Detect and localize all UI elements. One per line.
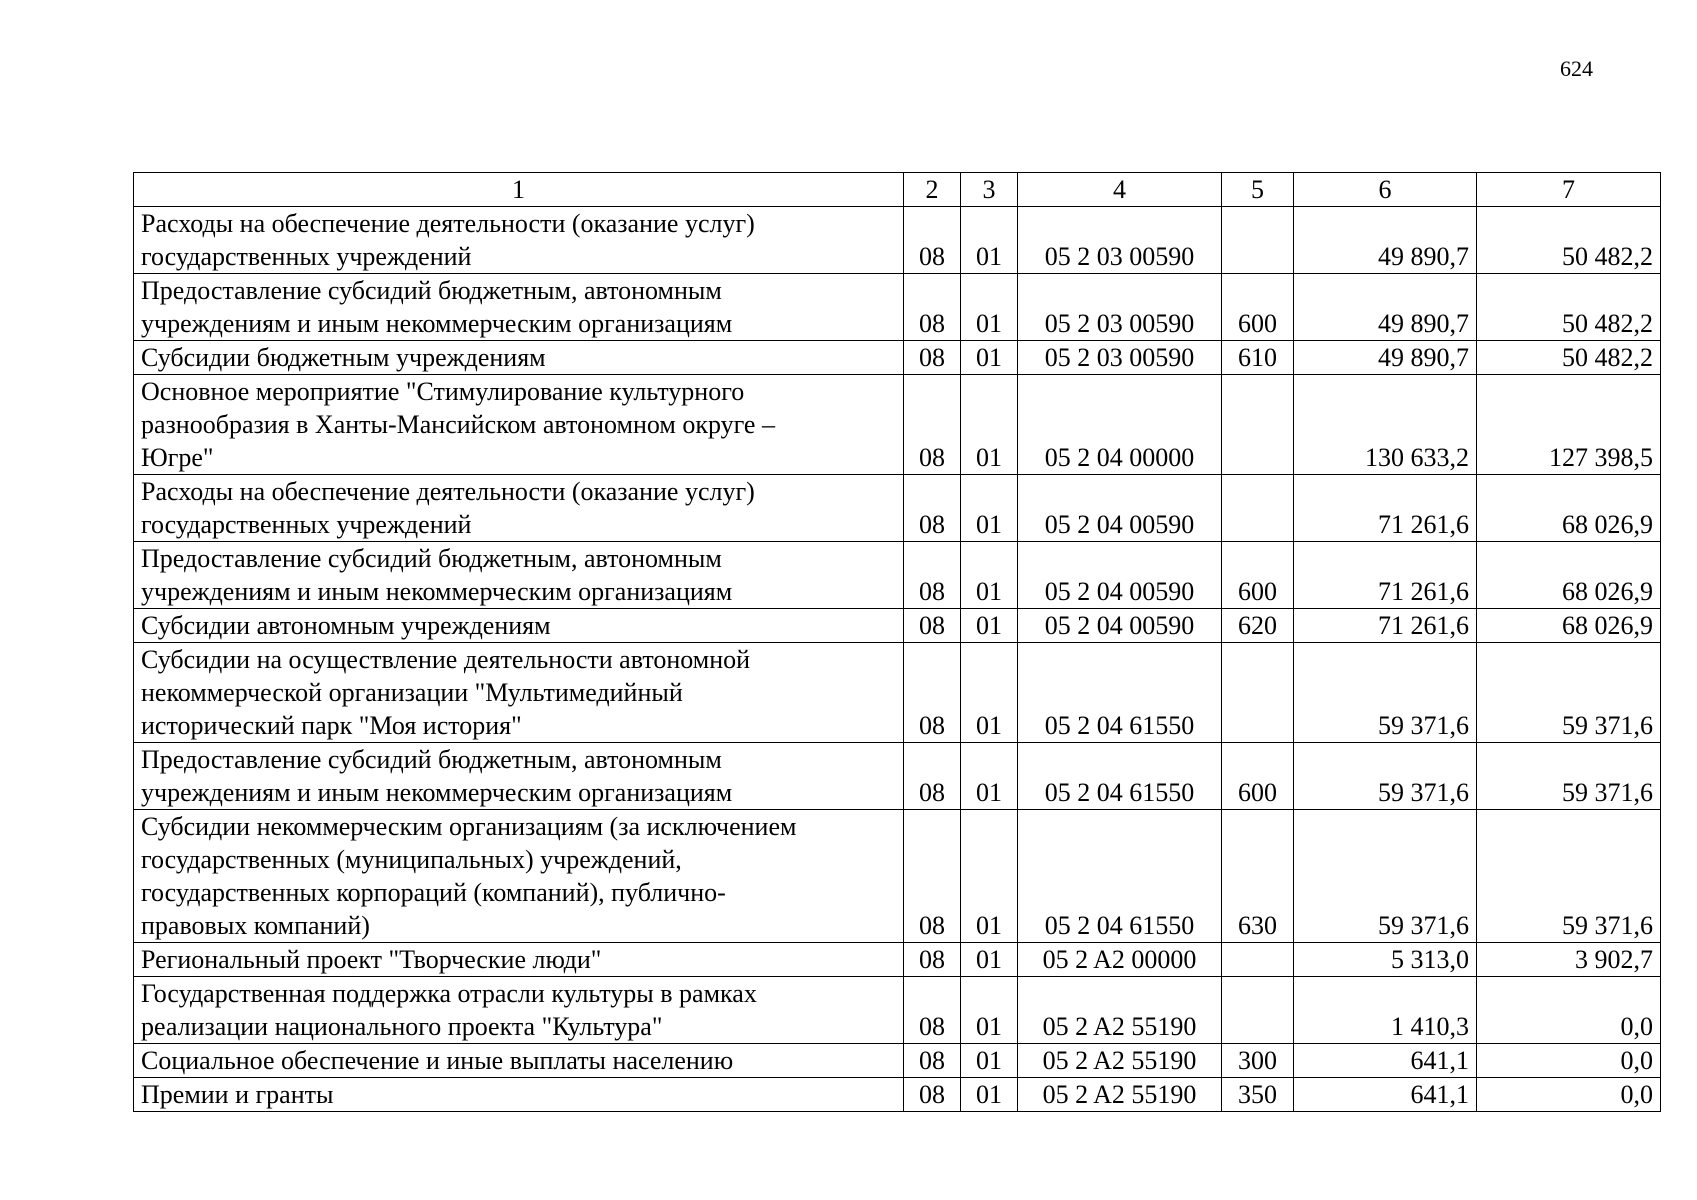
table-row xyxy=(134,609,1661,643)
section-code: 08 xyxy=(904,542,961,609)
description-line: Расходы на обеспечение деятельности (оказание услуг) xyxy=(141,209,755,238)
target-article-code: 05 2 A2 55190 xyxy=(1018,1044,1222,1078)
section-code: 08 xyxy=(904,1078,961,1112)
amount-year-1: 59 371,6 xyxy=(1294,743,1477,810)
table-row xyxy=(134,1078,1661,1112)
amount-year-2: 127 398,5 xyxy=(1477,375,1661,475)
description-line: Предоставление субсидий бюджетным, автономным xyxy=(141,745,722,774)
amount-year-1: 1 410,3 xyxy=(1294,977,1477,1044)
column-header-4: 4 xyxy=(1018,173,1222,207)
description-line: некоммерческой организации "Мультимедийный xyxy=(141,678,683,707)
column-header-5: 5 xyxy=(1222,173,1294,207)
subsection-code: 01 xyxy=(961,375,1018,475)
description-line: учреждениям и иным некоммерческим организациям xyxy=(141,309,733,338)
table-row xyxy=(134,643,1661,743)
column-header-3: 3 xyxy=(961,173,1018,207)
table-body xyxy=(134,207,1661,1112)
amount-year-2: 59 371,6 xyxy=(1477,810,1661,943)
amount-year-1: 641,1 xyxy=(1294,1044,1477,1078)
description-line: Субсидии на осуществление деятельности автономной xyxy=(141,645,751,674)
row-description xyxy=(134,609,904,643)
subsection-code: 01 xyxy=(961,341,1018,375)
expense-type-code xyxy=(1222,375,1294,475)
table-row xyxy=(134,810,1661,943)
row-description xyxy=(134,743,904,810)
row-description xyxy=(134,341,904,375)
table-row xyxy=(134,1044,1661,1078)
amount-year-1: 641,1 xyxy=(1294,1078,1477,1112)
section-code: 08 xyxy=(904,341,961,375)
subsection-code: 01 xyxy=(961,1044,1018,1078)
target-article-code: 05 2 03 00590 xyxy=(1018,207,1222,274)
section-code: 08 xyxy=(904,810,961,943)
row-description xyxy=(134,943,904,977)
row-description xyxy=(134,1044,904,1078)
description-line: Премии и гранты xyxy=(141,1080,334,1109)
header-row xyxy=(134,173,1661,207)
column-header-7: 7 xyxy=(1477,173,1661,207)
subsection-code: 01 xyxy=(961,207,1018,274)
table-row xyxy=(134,977,1661,1044)
expense-type-code xyxy=(1222,977,1294,1044)
amount-year-2: 59 371,6 xyxy=(1477,743,1661,810)
page-number: 624 xyxy=(1560,56,1593,81)
amount-year-2: 68 026,9 xyxy=(1477,542,1661,609)
amount-year-1: 49 890,7 xyxy=(1294,341,1477,375)
row-description xyxy=(134,643,904,743)
description-line: Субсидии автономным учреждениям xyxy=(141,611,551,640)
section-code: 08 xyxy=(904,977,961,1044)
expense-type-code xyxy=(1222,643,1294,743)
description-line: Субсидии некоммерческим организациям (за исключением xyxy=(141,812,797,841)
expense-type-code: 630 xyxy=(1222,810,1294,943)
expense-type-code: 600 xyxy=(1222,542,1294,609)
amount-year-1: 5 313,0 xyxy=(1294,943,1477,977)
amount-year-1: 49 890,7 xyxy=(1294,207,1477,274)
description-line: Предоставление субсидий бюджетным, автономным xyxy=(141,276,722,305)
row-description xyxy=(134,542,904,609)
target-article-code: 05 2 04 00590 xyxy=(1018,609,1222,643)
section-code: 08 xyxy=(904,943,961,977)
amount-year-2: 50 482,2 xyxy=(1477,341,1661,375)
amount-year-2: 0,0 xyxy=(1477,1044,1661,1078)
target-article-code: 05 2 A2 55190 xyxy=(1018,1078,1222,1112)
row-description xyxy=(134,207,904,274)
table-row xyxy=(134,542,1661,609)
row-description xyxy=(134,375,904,475)
section-code: 08 xyxy=(904,1044,961,1078)
budget-table xyxy=(133,172,1661,1112)
amount-year-1: 71 261,6 xyxy=(1294,542,1477,609)
row-description xyxy=(134,274,904,341)
target-article-code: 05 2 A2 55190 xyxy=(1018,977,1222,1044)
target-article-code: 05 2 04 00590 xyxy=(1018,542,1222,609)
amount-year-2: 3 902,7 xyxy=(1477,943,1661,977)
expense-type-code: 600 xyxy=(1222,743,1294,810)
subsection-code: 01 xyxy=(961,643,1018,743)
description-line: реализации национального проекта "Культура" xyxy=(141,1012,663,1041)
description-line: Основное мероприятие "Стимулирование культурного xyxy=(141,377,745,406)
expense-type-code xyxy=(1222,475,1294,542)
subsection-code: 01 xyxy=(961,810,1018,943)
expense-type-code: 620 xyxy=(1222,609,1294,643)
row-description xyxy=(134,475,904,542)
amount-year-2: 0,0 xyxy=(1477,1078,1661,1112)
expense-type-code xyxy=(1222,943,1294,977)
description-line: Предоставление субсидий бюджетным, автономным xyxy=(141,544,722,573)
column-header-6: 6 xyxy=(1294,173,1477,207)
row-description xyxy=(134,977,904,1044)
table-row xyxy=(134,274,1661,341)
table-row xyxy=(134,943,1661,977)
amount-year-2: 68 026,9 xyxy=(1477,609,1661,643)
expense-type-code: 600 xyxy=(1222,274,1294,341)
expense-type-code: 610 xyxy=(1222,341,1294,375)
amount-year-1: 59 371,6 xyxy=(1294,810,1477,943)
target-article-code: 05 2 03 00590 xyxy=(1018,341,1222,375)
expense-type-code xyxy=(1222,207,1294,274)
target-article-code: 05 2 04 61550 xyxy=(1018,643,1222,743)
description-line: Расходы на обеспечение деятельности (оказание услуг) xyxy=(141,477,755,506)
amount-year-2: 50 482,2 xyxy=(1477,274,1661,341)
description-line: Социальное обеспечение и иные выплаты населению xyxy=(141,1046,734,1075)
description-line: государственных (муниципальных) учреждений, xyxy=(141,845,682,874)
table-row xyxy=(134,207,1661,274)
description-line: государственных учреждений xyxy=(141,510,472,539)
section-code: 08 xyxy=(904,743,961,810)
description-line: разнообразия в Ханты-Мансийском автономном округе – xyxy=(141,410,775,439)
subsection-code: 01 xyxy=(961,943,1018,977)
description-line: государственных корпораций (компаний), публично- xyxy=(141,878,726,907)
description-line: исторический парк "Моя история" xyxy=(141,711,522,740)
description-line: правовых компаний) xyxy=(141,911,370,940)
description-line: Субсидии бюджетным учреждениям xyxy=(141,343,546,372)
expense-type-code: 350 xyxy=(1222,1078,1294,1112)
section-code: 08 xyxy=(904,274,961,341)
description-line: учреждениям и иным некоммерческим организациям xyxy=(141,778,733,807)
subsection-code: 01 xyxy=(961,542,1018,609)
section-code: 08 xyxy=(904,207,961,274)
row-description xyxy=(134,810,904,943)
amount-year-2: 59 371,6 xyxy=(1477,643,1661,743)
amount-year-1: 59 371,6 xyxy=(1294,643,1477,743)
expense-type-code: 300 xyxy=(1222,1044,1294,1078)
subsection-code: 01 xyxy=(961,274,1018,341)
section-code: 08 xyxy=(904,643,961,743)
subsection-code: 01 xyxy=(961,475,1018,542)
description-line: Югре" xyxy=(141,443,214,472)
target-article-code: 05 2 04 61550 xyxy=(1018,810,1222,943)
target-article-code: 05 2 04 00000 xyxy=(1018,375,1222,475)
description-line: государственных учреждений xyxy=(141,242,472,271)
target-article-code: 05 2 04 61550 xyxy=(1018,743,1222,810)
amount-year-1: 49 890,7 xyxy=(1294,274,1477,341)
subsection-code: 01 xyxy=(961,1078,1018,1112)
amount-year-1: 130 633,2 xyxy=(1294,375,1477,475)
target-article-code: 05 2 04 00590 xyxy=(1018,475,1222,542)
amount-year-1: 71 261,6 xyxy=(1294,475,1477,542)
amount-year-2: 0,0 xyxy=(1477,977,1661,1044)
column-header-1: 1 xyxy=(134,173,904,207)
amount-year-1: 71 261,6 xyxy=(1294,609,1477,643)
amount-year-2: 50 482,2 xyxy=(1477,207,1661,274)
target-article-code: 05 2 03 00590 xyxy=(1018,274,1222,341)
table-row xyxy=(134,743,1661,810)
amount-year-2: 68 026,9 xyxy=(1477,475,1661,542)
section-code: 08 xyxy=(904,475,961,542)
table-row xyxy=(134,341,1661,375)
target-article-code: 05 2 A2 00000 xyxy=(1018,943,1222,977)
section-code: 08 xyxy=(904,609,961,643)
description-line: учреждениям и иным некоммерческим организациям xyxy=(141,577,733,606)
section-code: 08 xyxy=(904,375,961,475)
subsection-code: 01 xyxy=(961,609,1018,643)
column-header-2: 2 xyxy=(904,173,961,207)
row-description xyxy=(134,1078,904,1112)
table-row xyxy=(134,475,1661,542)
subsection-code: 01 xyxy=(961,977,1018,1044)
description-line: Региональный проект "Творческие люди" xyxy=(141,945,602,974)
table-row xyxy=(134,375,1661,475)
description-line: Государственная поддержка отрасли культуры в рамках xyxy=(141,979,757,1008)
subsection-code: 01 xyxy=(961,743,1018,810)
